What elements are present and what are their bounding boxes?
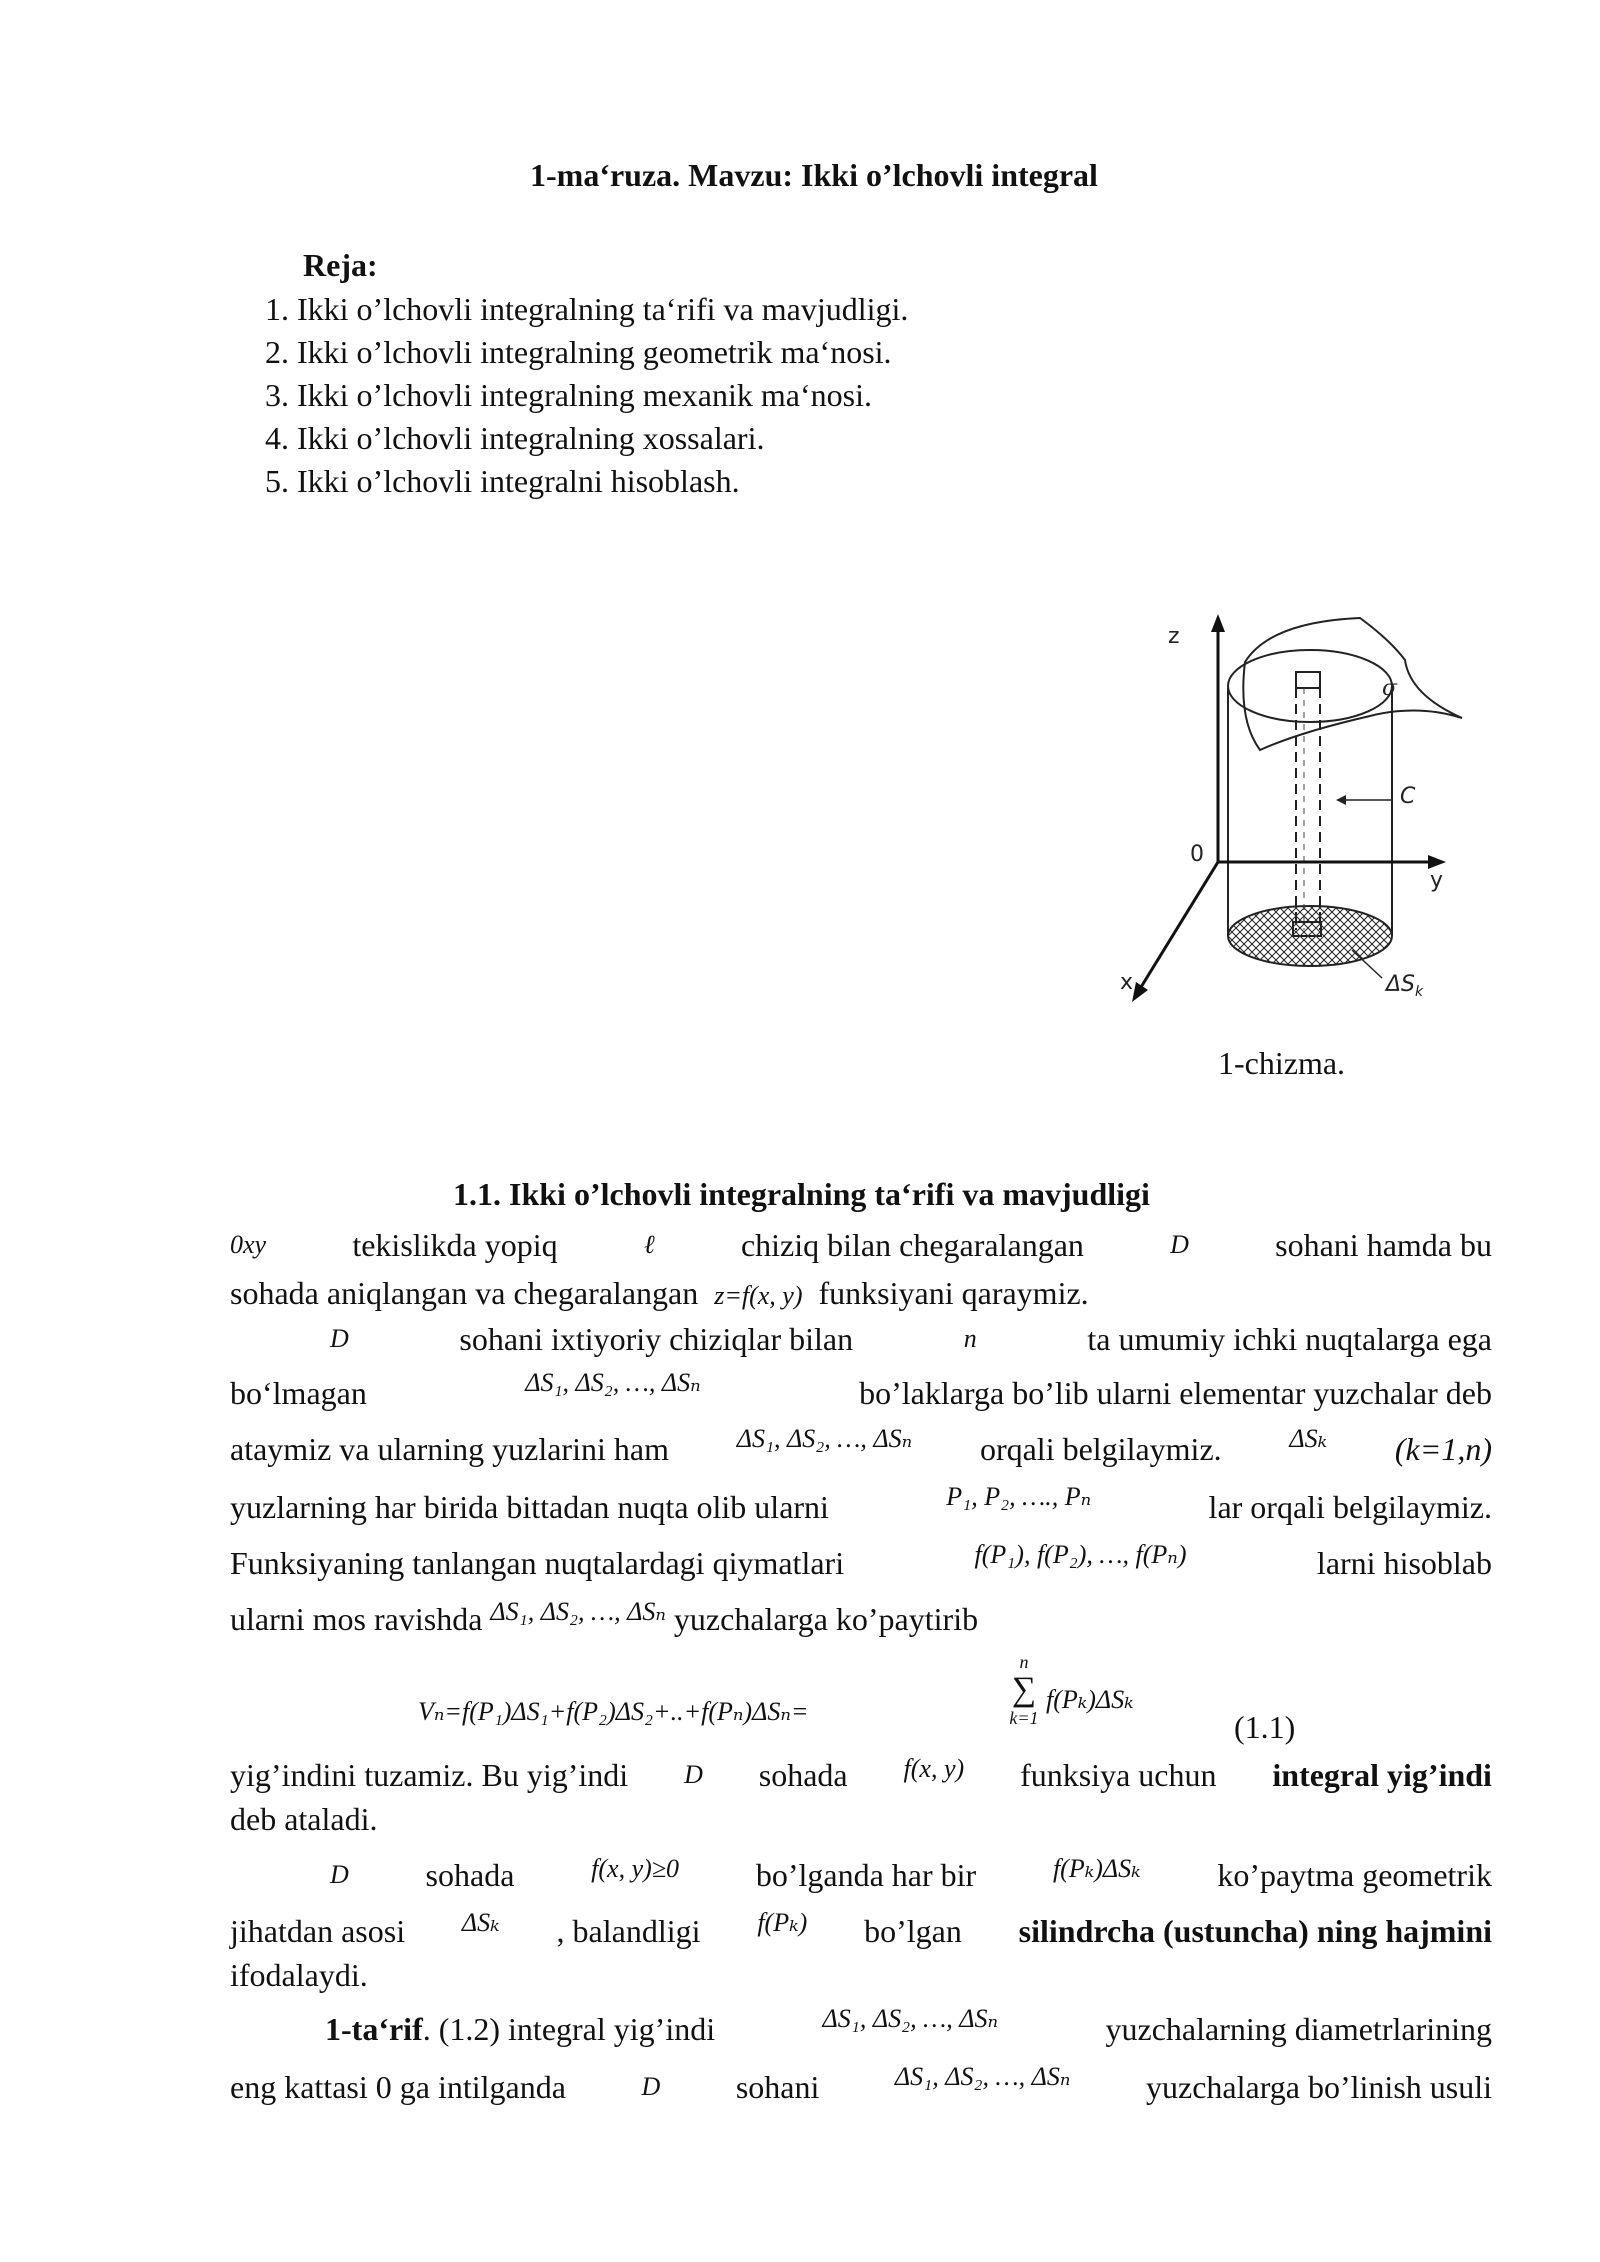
- c-label: C: [1400, 784, 1416, 809]
- plan-item: 2. Ikki o’lchovli integralning geometrik ma‘nosi.: [265, 334, 892, 370]
- y-axis-label: y: [1430, 868, 1444, 893]
- paragraph-line: sohada aniqlangan va chegaralangan z=f(x, y) funksiyani qaraymiz.: [230, 1275, 1089, 1311]
- paragraph-line: bo‘lmagan ΔS₁, ΔS₂, …, ΔSₙ bo’laklarga bo’lib ularni elementar yuzchalar deb: [230, 1368, 1492, 1411]
- paragraph-line: D sohani ixtiyoriy chiziqlar bilan n ta umumiy ichki nuqtalarga ega: [330, 1321, 1492, 1357]
- formula-rhs: f(Pₖ)ΔSₖ: [1046, 1685, 1134, 1714]
- formula-number: (1.1): [1234, 1709, 1296, 1745]
- paragraph-line: ifodalaydi.: [230, 1957, 368, 1993]
- paragraph-line: ularni mos ravishda $^{\Delta S_1, \Delta S_2, \dots, \Delta S_n}$ yuzchalarga ko’paytirib: [230, 1597, 979, 1637]
- paragraph-line: yuzlarning har birida bittadan nuqta olib ularni P₁, P₂, …., Pₙ lar orqali belgilaymiz.: [230, 1482, 1492, 1525]
- cylinder-diagram: [1100, 600, 1480, 1020]
- plan-item: 5. Ikki o’lchovli integralni hisoblash.: [265, 463, 740, 499]
- plan-item: 3. Ikki o’lchovli integralning mexanik ma‘nosi.: [265, 377, 872, 413]
- section-title: 1.1. Ikki o’lchovli integralning ta‘rifi va mavjudligi: [453, 1176, 1150, 1212]
- paragraph-line: jihatdan asosi ΔSₖ , balandligi f(Pₖ) bo’lgan silindrcha (ustuncha) ning hajmini: [230, 1908, 1492, 1949]
- paragraph-line: deb ataladi.: [230, 1801, 378, 1837]
- paragraph-line: eng kattasi 0 ga intilganda D sohani ΔS₁, ΔS₂, …, ΔSₙ yuzchalarga bo’linish usuli: [230, 2062, 1492, 2105]
- paragraph-line: yig’indini tuzamiz. Bu yig’indi D sohada f(x, y) funksiya uchun integral yig’indi: [230, 1754, 1492, 1793]
- surface-sigma: [1243, 618, 1462, 750]
- summation: n ∑ k=1: [1009, 1652, 1039, 1728]
- plan-item: 1. Ikki o’lchovli integralning ta‘rifi va mavjudligi.: [265, 291, 909, 327]
- paragraph-line: 0xy tekislikda yopiq ℓ chiziq bilan chegaralangan D sohani hamda bu: [230, 1227, 1492, 1263]
- paragraph-line: ataymiz va ularning yuzlarini ham ΔS₁, ΔS₂, …, ΔSₙ orqali belgilaymiz. ΔSₖ (k=1,n): [230, 1424, 1492, 1467]
- origin-label: 0: [1190, 842, 1204, 867]
- paragraph-line: Funksiyaning tanlangan nuqtalardagi qiymatlari f(P₁), f(P₂), …, f(Pₙ) larni hisoblab: [230, 1540, 1492, 1581]
- sigma-label: σ: [1382, 676, 1398, 701]
- figure-caption: 1-chizma.: [1218, 1045, 1346, 1081]
- figure-1: [1100, 600, 1480, 1020]
- plan-label: Reja:: [303, 247, 378, 283]
- paragraph-line: 1-ta‘rif. (1.2) integral yig’indi ΔS₁, ΔS₂, …, ΔSₙ yuzchalarning diametrlarining: [325, 2004, 1492, 2047]
- plan-item: 4. Ikki o’lchovli integralning xossalari.: [265, 420, 765, 456]
- formula-1-1: Vₙ=f(P₁)ΔS₁+f(P₂)ΔS₂+..+f(Pₙ)ΔSₙ=: [418, 1697, 809, 1726]
- x-axis-label: x: [1120, 970, 1134, 995]
- z-axis-label: z: [1168, 624, 1180, 649]
- page-title: 1-ma‘ruza. Mavzu: Ikki o’lchovli integral: [530, 157, 1098, 193]
- delta-s-label: $\Delta S_k$: [1386, 972, 1424, 1000]
- paragraph-line: D sohada f(x, y)≥0 bo’lganda har bir f(Pₖ)ΔSₖ ko’paytma geometrik: [330, 1854, 1492, 1893]
